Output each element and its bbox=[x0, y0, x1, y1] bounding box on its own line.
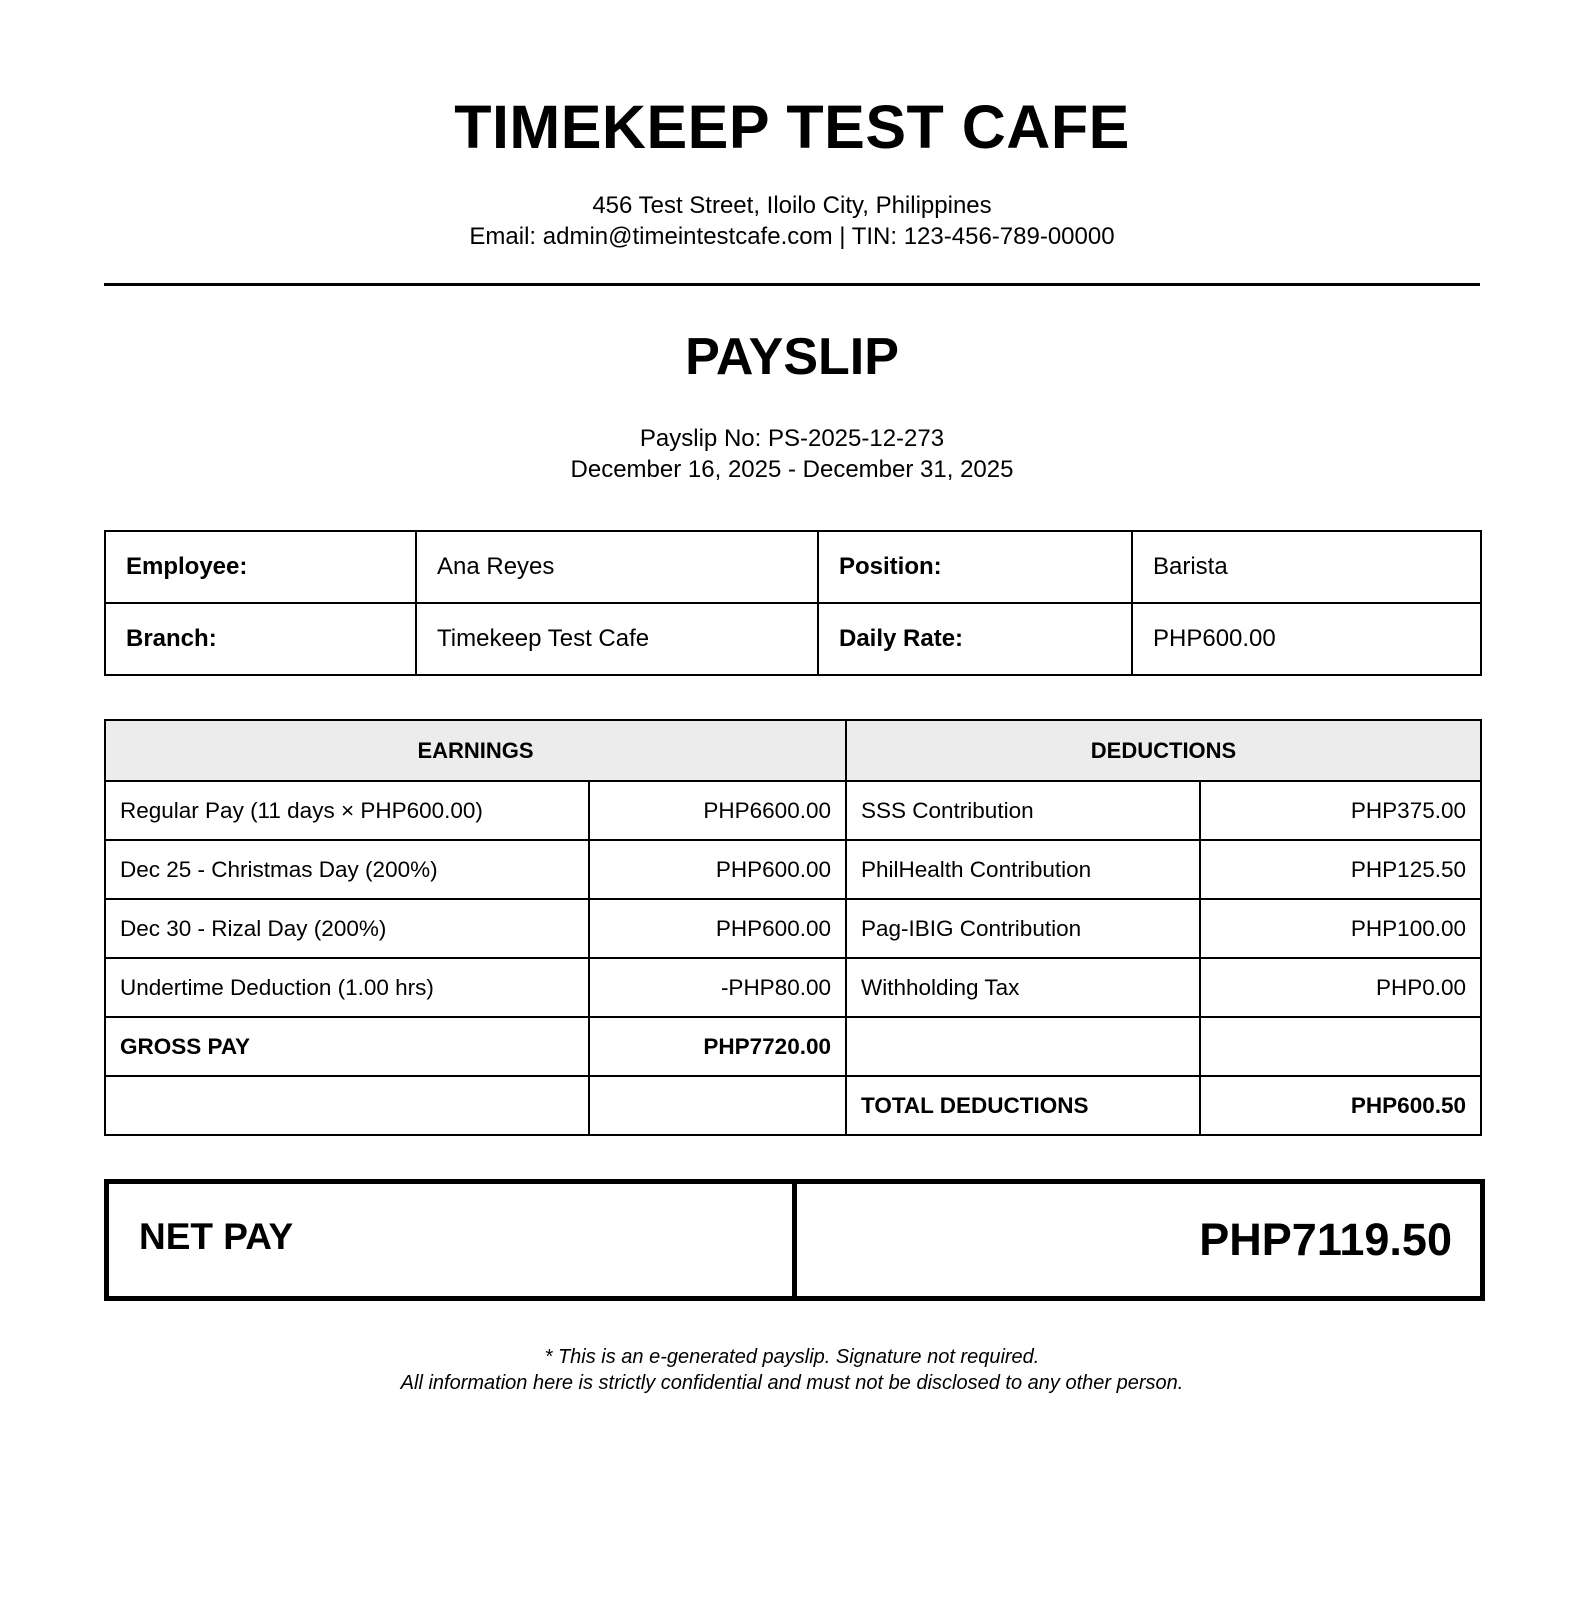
table-row bbox=[105, 840, 1481, 899]
deduction-amount: PHP100.00 bbox=[1200, 899, 1481, 958]
earning-amount: PHP6600.00 bbox=[589, 781, 846, 840]
deduction-amount: PHP375.00 bbox=[1200, 781, 1481, 840]
footer-line-signature: * This is an e-generated payslip. Signature not required. bbox=[544, 1346, 1040, 1368]
pay-period: December 16, 2025 - December 31, 2025 bbox=[570, 456, 1014, 483]
earning-label: Dec 25 - Christmas Day (200%) bbox=[105, 840, 589, 899]
payslip-number: Payslip No: PS-2025-12-273 bbox=[639, 425, 945, 452]
footer-line-confidential: All information here is strictly confidential and must not be disclosed to any other person. bbox=[400, 1372, 1184, 1394]
table-row bbox=[105, 899, 1481, 958]
gross-pay-label: GROSS PAY bbox=[105, 1017, 589, 1076]
net-pay-value: PHP7119.50 bbox=[795, 1182, 1483, 1299]
employee-value: Ana Reyes bbox=[416, 531, 818, 603]
deduction-label: SSS Contribution bbox=[846, 781, 1200, 840]
deduction-amount: PHP125.50 bbox=[1200, 840, 1481, 899]
header-divider bbox=[104, 283, 1480, 286]
employee-label: Employee: bbox=[105, 531, 416, 603]
footer-note bbox=[104, 1344, 1480, 1396]
position-value: Barista bbox=[1132, 531, 1481, 603]
employee-info-row bbox=[105, 531, 1481, 603]
net-pay-box bbox=[104, 1179, 1485, 1301]
deduction-label: Withholding Tax bbox=[846, 958, 1200, 1017]
company-info bbox=[104, 190, 1480, 252]
gross-pay-row bbox=[105, 1017, 1481, 1076]
table-header-row bbox=[105, 720, 1481, 781]
deduction-label: Pag-IBIG Contribution bbox=[846, 899, 1200, 958]
earning-amount: PHP600.00 bbox=[589, 899, 846, 958]
deduction-label: PhilHealth Contribution bbox=[846, 840, 1200, 899]
empty-cell bbox=[846, 1017, 1200, 1076]
company-name: TIMEKEEP TEST CAFE bbox=[454, 93, 1130, 161]
total-deductions-amount: PHP600.50 bbox=[1200, 1076, 1481, 1135]
position-label: Position: bbox=[818, 531, 1132, 603]
earning-label: Dec 30 - Rizal Day (200%) bbox=[105, 899, 589, 958]
table-row bbox=[105, 781, 1481, 840]
total-deductions-label: TOTAL DEDUCTIONS bbox=[846, 1076, 1200, 1135]
branch-value: Timekeep Test Cafe bbox=[416, 603, 818, 675]
daily-rate-value: PHP600.00 bbox=[1132, 603, 1481, 675]
total-deductions-row bbox=[105, 1076, 1481, 1135]
empty-cell bbox=[1200, 1017, 1481, 1076]
net-pay-row bbox=[107, 1182, 1483, 1299]
earnings-deductions-table bbox=[104, 719, 1482, 1136]
earnings-header: EARNINGS bbox=[105, 720, 846, 781]
deductions-header: DEDUCTIONS bbox=[846, 720, 1481, 781]
earning-label: Undertime Deduction (1.00 hrs) bbox=[105, 958, 589, 1017]
branch-label: Branch: bbox=[105, 603, 416, 675]
employee-info-row bbox=[105, 603, 1481, 675]
empty-cell bbox=[105, 1076, 589, 1135]
empty-cell bbox=[589, 1076, 846, 1135]
gross-pay-amount: PHP7720.00 bbox=[589, 1017, 846, 1076]
employee-info-table bbox=[104, 530, 1482, 676]
table-row bbox=[105, 958, 1481, 1017]
earning-amount: PHP600.00 bbox=[589, 840, 846, 899]
document-meta bbox=[104, 423, 1480, 485]
company-contact: Email: admin@timeintestcafe.com | TIN: 123-456-789-00000 bbox=[469, 223, 1115, 250]
company-address: 456 Test Street, Iloilo City, Philippines bbox=[592, 192, 992, 219]
earning-amount: -PHP80.00 bbox=[589, 958, 846, 1017]
daily-rate-label: Daily Rate: bbox=[818, 603, 1132, 675]
earning-label: Regular Pay (11 days × PHP600.00) bbox=[105, 781, 589, 840]
document-title: PAYSLIP bbox=[685, 328, 899, 386]
deduction-amount: PHP0.00 bbox=[1200, 958, 1481, 1017]
net-pay-label: NET PAY bbox=[107, 1182, 795, 1299]
